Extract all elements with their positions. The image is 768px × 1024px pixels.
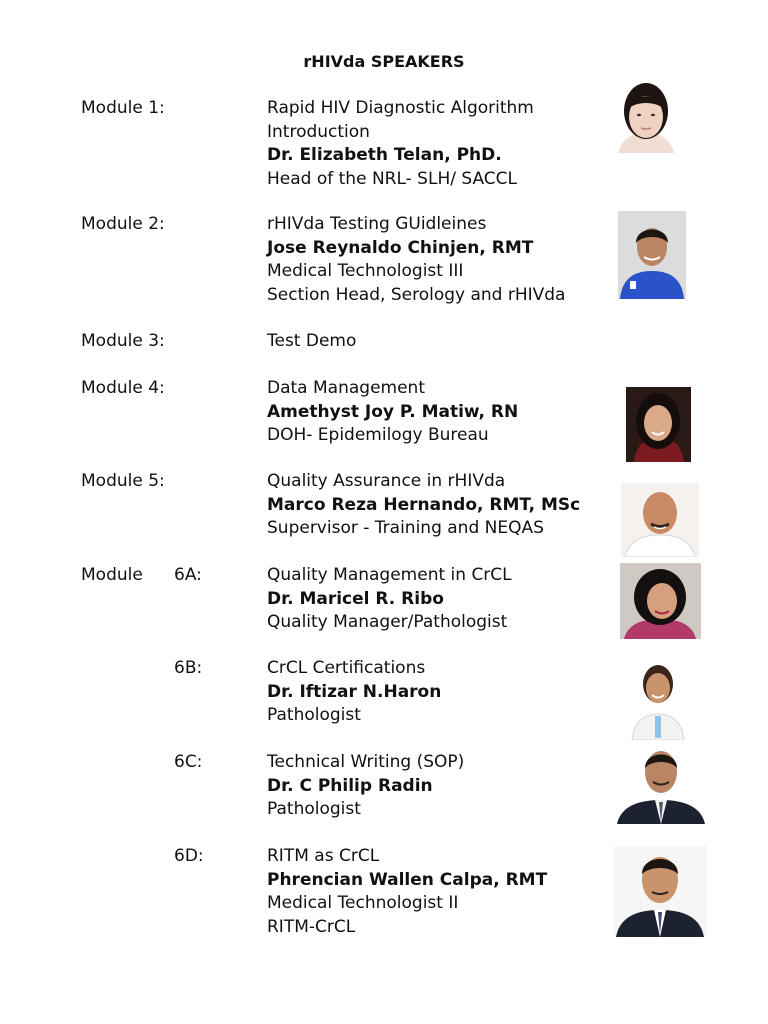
module-1-speaker: Dr. Elizabeth Telan, PhD. (267, 145, 502, 165)
module-4-topic: Data Management (267, 378, 425, 398)
module-1-topic-line2: Introduction (267, 121, 370, 142)
speaker-photo-module-6a (620, 563, 701, 639)
module-6a-sub-label: 6A: (174, 565, 202, 585)
module-5-topic: Quality Assurance in rHIVda (267, 471, 506, 491)
module-6b-role: Pathologist (267, 705, 361, 725)
module-6d-role-1: Medical Technologist II (267, 893, 459, 913)
module-6d-sub-label: 6D: (174, 846, 204, 866)
module-2-role-2: Section Head, Serology and rHIVda (267, 284, 566, 305)
module-2-topic: rHIVda Testing GUidleines (267, 214, 487, 234)
module-5-speaker: Marco Reza Hernando, RMT, MSc (267, 494, 581, 515)
module-2-label: Module 2: (81, 214, 165, 234)
speaker-photo-module-6b (628, 656, 688, 740)
speaker-photo-module-6d (614, 846, 707, 937)
speaker-photo-module-6c (617, 742, 705, 824)
module-6a-content (267, 564, 512, 635)
module-6b-sub-label: 6B: (174, 658, 203, 678)
speaker-photo-module-4 (626, 387, 691, 462)
speaker-photo-module-5 (621, 483, 699, 557)
module-6c-topic: Technical Writing (SOP) (267, 752, 465, 772)
module-6d-content (267, 845, 547, 939)
module-6c-role: Pathologist (267, 799, 361, 819)
module-6d-speaker: Phrencian Wallen Calpa, RMT (267, 869, 548, 890)
module-6c-speaker: Dr. C Philip Radin (267, 775, 433, 796)
module-4-speaker: Amethyst Joy P. Matiw, RN (267, 401, 519, 422)
module-6d-topic: RITM as CrCL (267, 846, 380, 866)
module-5-role: Supervisor - Training and NEQAS (267, 518, 544, 538)
module-4-label: Module 4: (81, 378, 165, 398)
module-6-label: Module (81, 565, 143, 585)
module-6a-topic: Quality Management in CrCL (267, 565, 512, 585)
module-4-content (267, 377, 518, 448)
module-3-topic: Test Demo (267, 331, 357, 351)
module-3-content (267, 330, 356, 354)
module-6b-speaker: Dr. Iftizar N.Haron (267, 681, 442, 702)
module-3-label: Module 3: (81, 331, 165, 351)
module-6c-content (267, 751, 464, 822)
module-6a-speaker: Dr. Maricel R. Ribo (267, 588, 444, 609)
module-1-label: Module 1: (81, 98, 165, 118)
module-6c-sub-label: 6C: (174, 752, 203, 772)
module-4-role: DOH- Epidemilogy Bureau (267, 425, 489, 445)
module-5-content (267, 470, 580, 541)
module-6a-role: Quality Manager/Pathologist (267, 612, 508, 632)
speaker-photo-module-2 (618, 211, 686, 299)
module-6d-role-2: RITM-CrCL (267, 916, 356, 937)
module-2-content (267, 213, 565, 307)
module-2-role-1: Medical Technologist III (267, 261, 464, 281)
module-2-speaker: Jose Reynaldo Chinjen, RMT (267, 237, 534, 258)
page-title: rHIVda SPEAKERS (303, 52, 465, 71)
module-1-role: Head of the NRL- SLH/ SACCL (267, 168, 518, 189)
module-6b-topic: CrCL Certifications (267, 658, 426, 678)
module-1-content (267, 97, 534, 191)
module-5-label: Module 5: (81, 471, 165, 491)
module-6b-content (267, 657, 441, 728)
module-1-topic: Rapid HIV Diagnostic Algorithm (267, 98, 534, 118)
speaker-photo-module-1 (612, 79, 680, 153)
